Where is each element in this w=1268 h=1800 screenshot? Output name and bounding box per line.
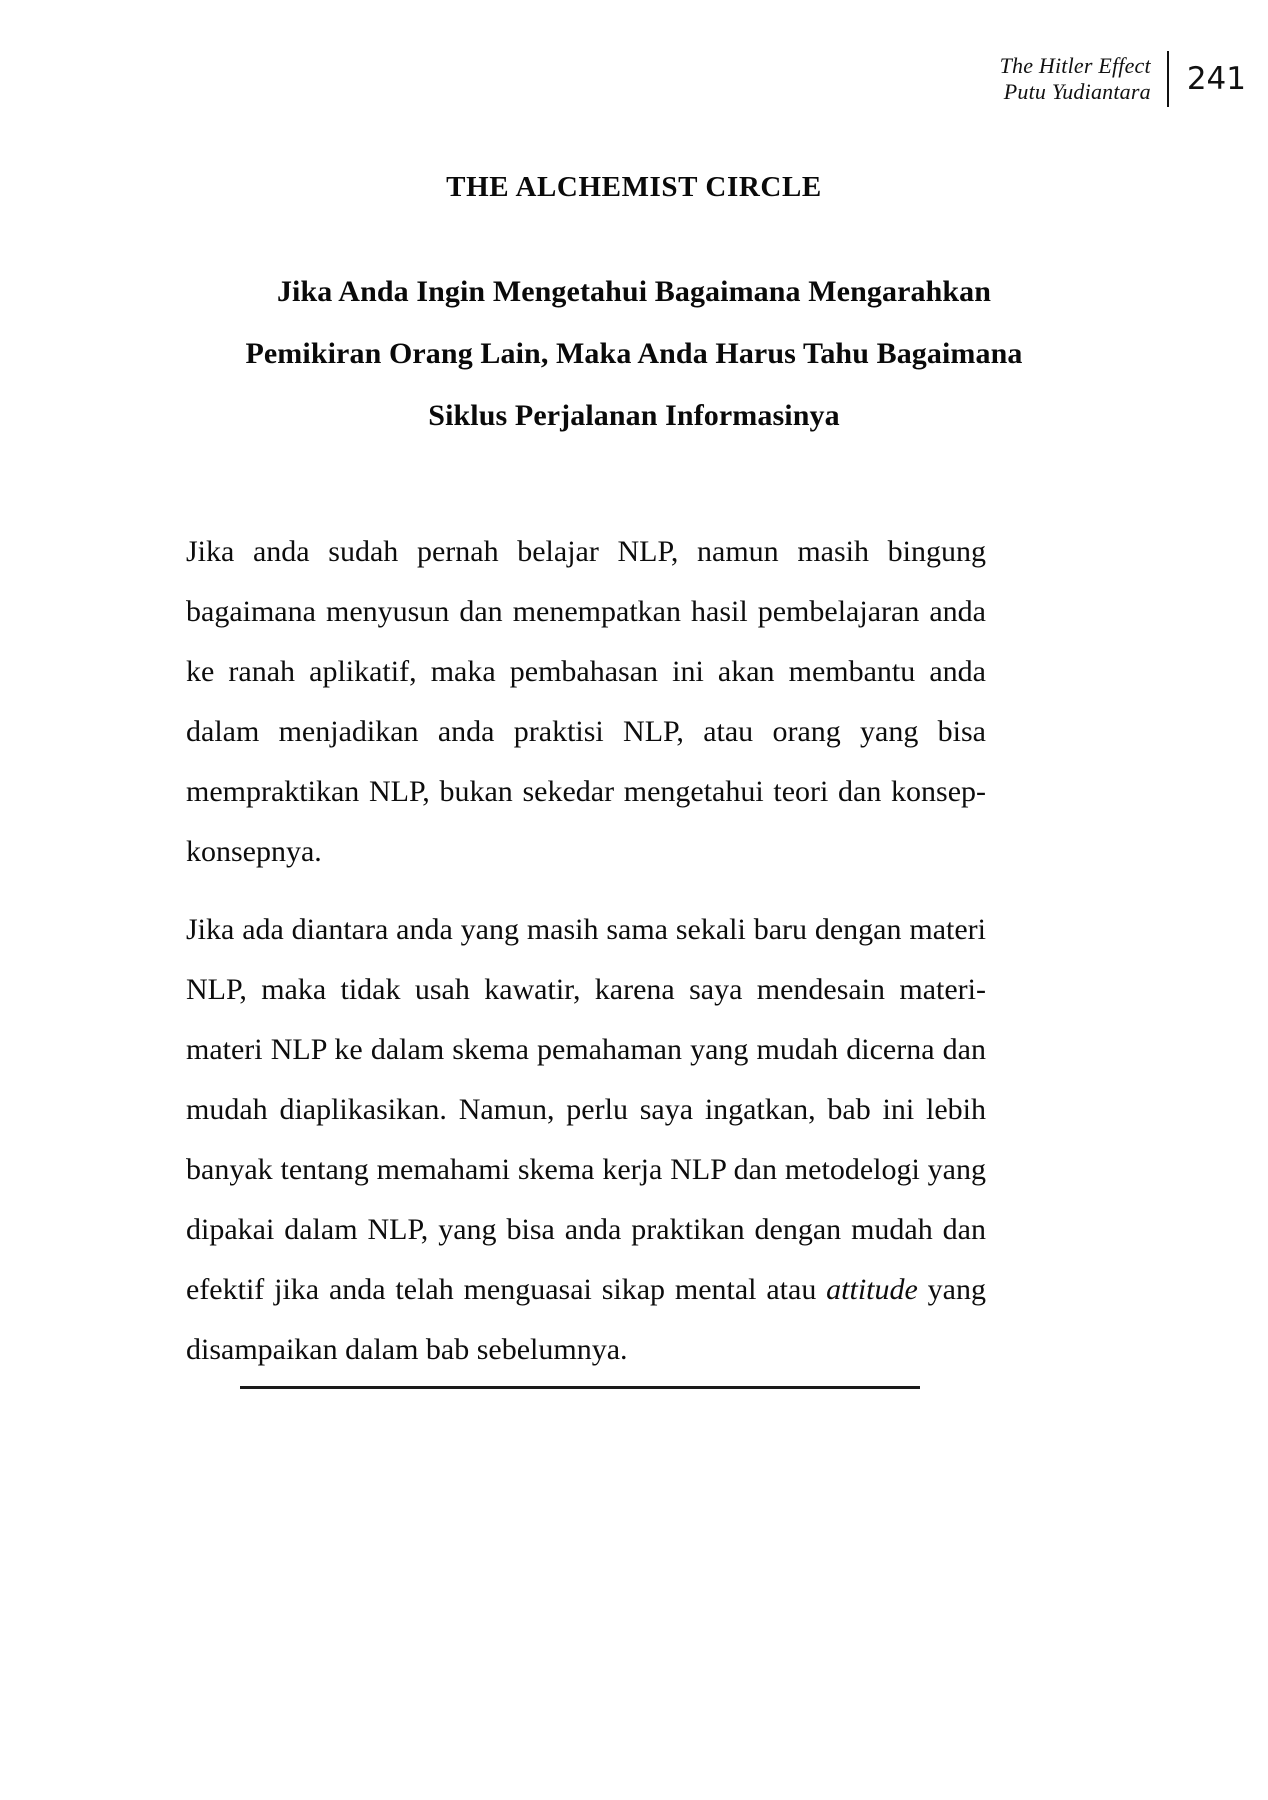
paragraph-2-text-tail: yang disampaikan dalam bab sebelumnya. (186, 1273, 986, 1366)
paragraph-2 (186, 900, 986, 1380)
chapter-subtitle-line-1: Jika Anda Ingin Mengetahui Bagaimana Mengarahkan (276, 274, 992, 308)
body-text (186, 522, 986, 1380)
page-number: 241 (1186, 60, 1246, 97)
paragraph-2-italic-term: attitude (826, 1273, 918, 1306)
chapter-subtitle-line-2: Pemikiran Orang Lain, Maka Anda Harus Tahu Bagaimana (245, 336, 1023, 370)
chapter-subtitle (150, 261, 1118, 447)
footnote-separator-rule (240, 1386, 920, 1389)
running-header (1000, 48, 1246, 110)
chapter-subtitle-line-3: Siklus Perjalanan Informasinya (428, 398, 840, 432)
paragraph-1: Jika anda sudah pernah belajar NLP, namun masih bingung bagaimana menyusun dan menempatkan hasil pembelajaran anda ke ranah aplikatif, maka pembahasan ini akan membantu anda dalam menjadikan anda praktisi NLP, atau orang yang bisa mempraktikan NLP, bukan sekedar mengetahui teori dan konsep-konsepnya. (186, 535, 986, 868)
paragraph-2-text-lead: Jika ada diantara anda yang masih sama sekali baru dengan materi NLP, maka tidak usah kawatir, karena saya mendesain materi-materi NLP ke dalam skema pemahaman yang mudah dicerna dan mudah diaplikasikan. Namun, perlu saya ingatkan, bab ini lebih banyak tentang memahami skema kerja NLP dan metodelogi yang dipakai dalam NLP, yang bisa anda praktikan dengan mudah dan efektif jika anda telah menguasai sikap mental atau (186, 913, 986, 1306)
chapter-title: THE ALCHEMIST CIRCLE (446, 171, 822, 204)
header-title-block (1000, 53, 1167, 105)
header-author-name: Putu Yudiantara (1003, 79, 1151, 104)
header-book-title: The Hitler Effect (999, 53, 1151, 79)
